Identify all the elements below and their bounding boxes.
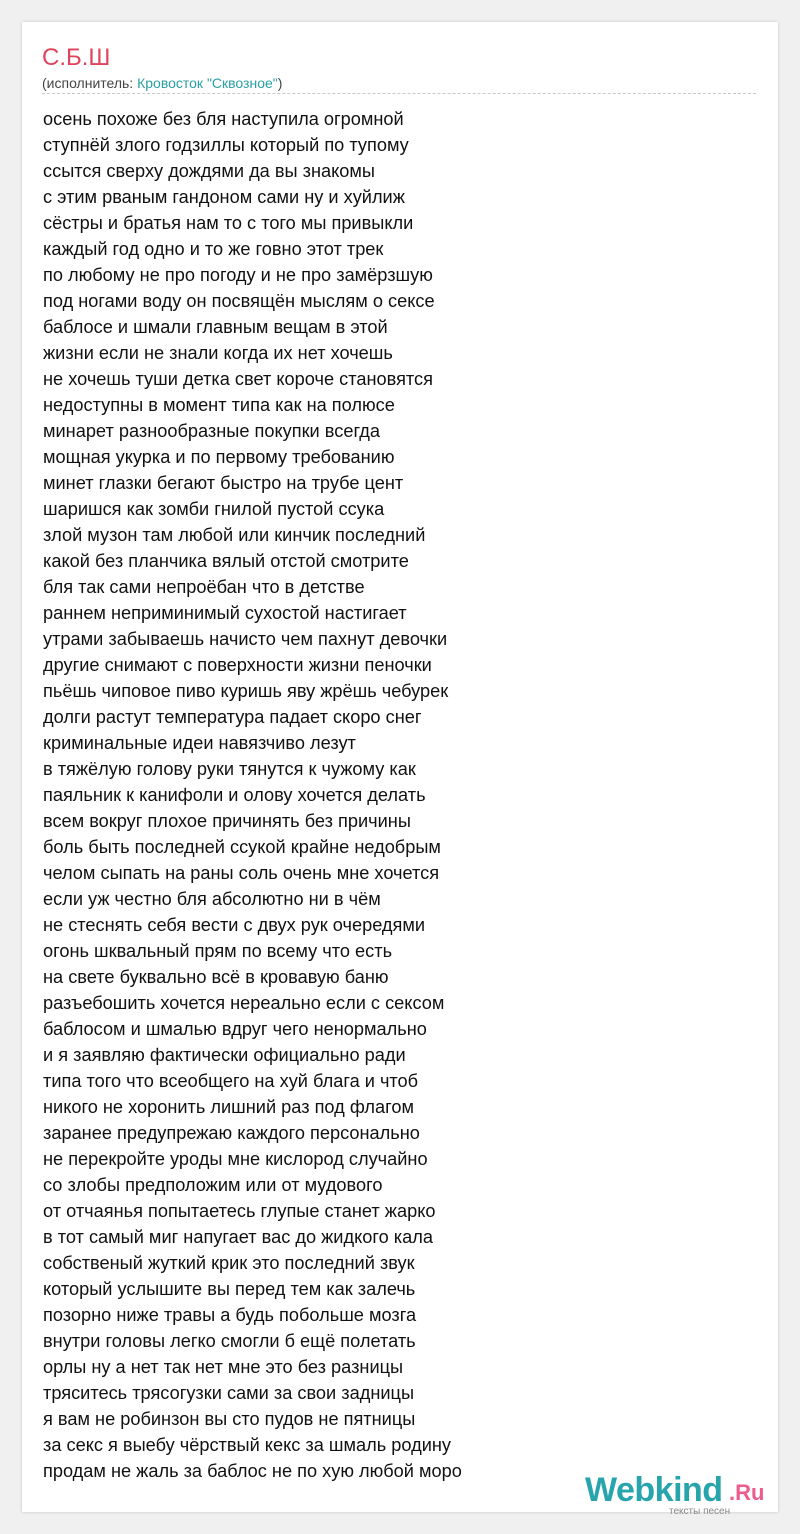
lyric-line: паяльник к канифоли и олову хочется делать: [43, 785, 426, 805]
lyric-line: боль быть последней ссукой крайне недобрым: [43, 837, 441, 857]
lyric-line: долги растут температура падает скоро снег: [43, 707, 422, 727]
lyric-line: челом сыпать на раны соль очень мне хочется: [43, 863, 440, 883]
lyric-line: жизни если не знали когда их нет хочешь: [43, 343, 393, 363]
lyric-line: шаришся как зомби гнилой пустой ссука: [43, 499, 385, 519]
lyric-line: в тот самый миг напугает вас до жидкого кала: [43, 1227, 433, 1247]
lyric-line: от отчаянья попытаетесь глупые станет жарко: [43, 1201, 436, 1221]
site-logo[interactable]: [585, 1471, 775, 1515]
lyric-line: если уж честно бля абсолютно ни в чём: [43, 889, 381, 909]
artist-prefix: (исполнитель:: [42, 75, 138, 91]
lyric-line: под ногами воду он посвящён мыслям о сексе: [43, 291, 435, 311]
lyric-line: утрами забываешь начисто чем пахнут девочки: [43, 629, 448, 649]
logo-domain: .Ru: [729, 1480, 765, 1505]
lyric-line: я вам не робинзон вы сто пудов не пятницы: [43, 1409, 416, 1429]
lyric-line: разъебошить хочется нереально если с сексом: [43, 993, 445, 1013]
lyric-line: за секс я выебу чёрствый кекс за шмаль родину: [43, 1435, 451, 1455]
lyric-line: со злобы предположим или от мудового: [43, 1175, 383, 1195]
lyric-line: другие снимают с поверхности жизни пеночки: [43, 655, 432, 675]
lyric-line: не хочешь туши детка свет короче становятся: [43, 369, 433, 389]
lyric-line: на свете буквально всё в кровавую баню: [43, 967, 389, 987]
lyric-line: минарет разнообразные покупки всегда: [43, 421, 380, 441]
lyric-line: огонь шквальный прям по всему что есть: [43, 941, 393, 961]
lyric-line: недоступны в момент типа как на полюсе: [43, 395, 395, 415]
lyric-line: типа того что всеобщего на хуй блага и чтоб: [43, 1071, 419, 1091]
artist-link[interactable]: Кровосток "Сквозное": [137, 75, 278, 91]
lyric-line: мощная укурка и по первому требованию: [43, 447, 395, 467]
artist-suffix: ): [277, 75, 283, 91]
lyric-line: продам не жаль за баблос не по хую любой моро: [43, 1461, 462, 1481]
lyric-line: раннем неприминимый сухостой настигает: [43, 603, 407, 623]
lyric-line: ступнёй злого годзиллы который по тупому: [43, 135, 409, 155]
lyric-line: не перекройте уроды мне кислород случайно: [43, 1149, 428, 1169]
lyric-line: бля так сами непроёбан что в детстве: [43, 577, 365, 597]
artist-line: [42, 74, 282, 92]
lyric-line: собственый жуткий крик это последний звук: [43, 1253, 415, 1273]
lyric-line: злой музон там любой или кинчик последний: [43, 525, 426, 545]
dotted-divider: [42, 93, 756, 94]
lyric-line: каждый год одно и то же говно этот трек: [43, 239, 384, 259]
lyric-line: криминальные идеи навязчиво лезут: [43, 733, 356, 753]
lyric-line: ссытся сверху дождями да вы знакомы: [43, 161, 375, 181]
lyric-line: внутри головы легко смогли б ещё полетать: [43, 1331, 416, 1351]
song-title: С.Б.Ш: [42, 44, 111, 71]
lyric-line: орлы ну а нет так нет мне это без разницы: [43, 1357, 404, 1377]
lyric-line: тряситесь трясогузки сами за свои задницы: [43, 1383, 415, 1403]
lyric-line: пьёшь чиповое пиво куришь яву жрёшь чебурек: [43, 681, 449, 701]
lyric-line: с этим рваным гандоном сами ну и хуйлиж: [43, 187, 405, 207]
lyric-line: не стеснять себя вести с двух рук очередями: [43, 915, 426, 935]
lyric-line: какой без планчика вялый отстой смотрите: [43, 551, 409, 571]
lyric-line: который услышите вы перед тем как залечь: [43, 1279, 416, 1299]
logo-name: Webkind: [585, 1471, 723, 1509]
content-card: [22, 22, 778, 1517]
lyrics-list: [43, 106, 462, 1484]
lyric-line: всем вокруг плохое причинять без причины: [43, 811, 411, 831]
lyric-line: минет глазки бегают быстро на трубе цент: [43, 473, 404, 493]
lyric-line: никого не хоронить лишний раз под флагом: [43, 1097, 414, 1117]
lyric-line: заранее предупрежаю каждого персонально: [43, 1123, 420, 1143]
lyric-line: осень похоже без бля наступила огромной: [43, 109, 404, 129]
lyric-line: баблосом и шмалью вдруг чего ненормально: [43, 1019, 427, 1039]
lyric-line: по любому не про погоду и не про замёрзшую: [43, 265, 433, 285]
logo-tagline: тексты песен: [669, 1506, 731, 1517]
lyric-line: баблосе и шмали главным вещам в этой: [43, 317, 388, 337]
lyric-line: и я заявляю фактически официально ради: [43, 1045, 406, 1065]
lyric-line: позорно ниже травы а будь побольше мозга: [43, 1305, 417, 1325]
lyric-line: в тяжёлую голову руки тянутся к чужому как: [43, 759, 416, 779]
lyric-line: сёстры и братья нам то с того мы привыкли: [43, 213, 414, 233]
